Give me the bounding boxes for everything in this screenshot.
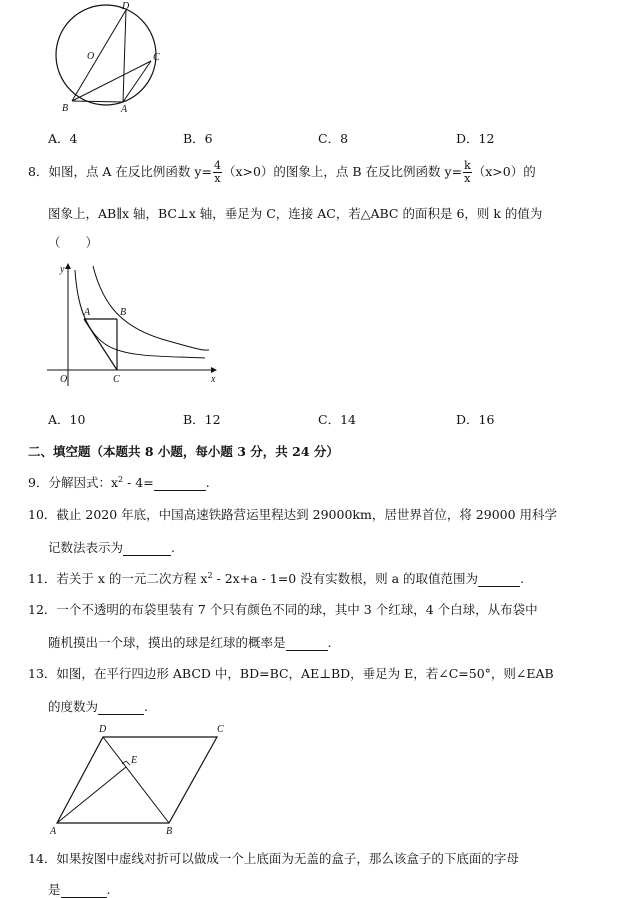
q8-label-y: y: [60, 264, 65, 275]
q10-line1: 10．截止 2020 年底，中国高速铁路营运里程达到 29000km，居世界首位，将 29000 用科学: [28, 507, 558, 522]
q12-line2: [48, 633, 332, 651]
q8-graph-figure: [45, 258, 225, 388]
q8-fraction-1: [213, 160, 222, 185]
q8-line2: 图象上，AB∥x 轴，BC⊥x 轴，垂足为 C，连接 AC，若△ABC 的面积是 6，则 k 的值为: [48, 206, 543, 221]
q8-line1: [28, 160, 536, 185]
q10-text: 记数法表示为: [48, 540, 124, 555]
q10-answer-blank[interactable]: [123, 540, 171, 556]
q8-curve-k: [93, 266, 209, 350]
q14-answer-blank[interactable]: [61, 882, 107, 898]
q8-text-3: （x>0）的: [472, 164, 536, 179]
q11-text-2: - 2x+a - 1=0 没有实数根，则 a 的取值范围为: [212, 571, 479, 586]
q8-label-b: B: [120, 307, 127, 318]
q7-circle-figure: [40, 0, 170, 115]
q14-line1: 14．如果按图中虚线对折可以做成一个上底面为无盖的盒子，那么该盒子的下底面的字母: [28, 851, 519, 866]
q11-sup: 2: [207, 570, 213, 580]
q8-text-2: （x>0）的图象上，点 B 在反比例函数 y=: [222, 164, 463, 179]
q13-parallelogram-figure: [45, 720, 245, 840]
q8-option-d: D．16: [456, 412, 495, 427]
q7-label-c: C: [153, 52, 160, 63]
q13-label-c: C: [217, 724, 224, 735]
q11-line: [28, 569, 524, 587]
q7-option-a: A．4: [48, 131, 78, 146]
q13-line1: 13．如图，在平行四边形 ABCD 中，BD=BC，AE⊥BD，垂足为 E，若∠C=50°，则∠EAB: [28, 666, 554, 681]
q14-end: .: [106, 882, 111, 897]
q7-option-d: D．12: [456, 131, 495, 146]
q12-answer-blank[interactable]: [286, 635, 328, 651]
q11-text-1: 11．若关于 x 的一元二次方程 x: [28, 571, 208, 586]
q8-frac1-den: x: [214, 172, 221, 185]
q7-option-c: C．8: [318, 131, 349, 146]
q8-curve-4: [75, 270, 205, 358]
q8-option-b: B．12: [183, 412, 221, 427]
q8-label-a: A: [84, 307, 91, 318]
q9-text-1: 9．分解因式：x: [28, 475, 119, 490]
q9-line: [28, 473, 210, 491]
q14-text: 是: [48, 882, 61, 897]
q8-option-c: C．14: [318, 412, 356, 427]
q8-text-1: 如图，点 A 在反比例函数 y=: [48, 164, 212, 179]
q10-end: .: [171, 540, 175, 555]
q8-frac1-num: 4: [213, 159, 221, 172]
q12-line1: 12．一个不透明的布袋里装有 7 个只有颜色不同的球，其中 3 个红球，4 个白球，从布袋中: [28, 602, 538, 617]
q12-end: .: [327, 635, 332, 650]
q12-text: 随机摸出一个球，摸出的球是红球的概率是: [48, 635, 286, 650]
q13-end: .: [144, 699, 148, 714]
q13-label-a: A: [50, 826, 57, 837]
section2-title: 二、填空题（本题共 8 小题，每小题 3 分，共 24 分）: [28, 444, 339, 459]
q7-label-o: O: [87, 51, 95, 62]
q8-number: 8．: [28, 164, 49, 179]
q8-label-o: O: [60, 374, 68, 385]
q8-fraction-2: [463, 160, 472, 185]
q8-frac2-num: k: [464, 159, 471, 172]
q9-text-3: .: [205, 475, 210, 490]
q10-line2: [48, 538, 175, 556]
q13-answer-blank[interactable]: [98, 699, 144, 715]
q11-answer-blank[interactable]: [478, 571, 520, 587]
q7-circle: [56, 5, 156, 105]
q8-option-a: A．10: [48, 412, 86, 427]
q9-text-2: - 4=: [123, 475, 154, 490]
q8-label-x: x: [211, 374, 216, 385]
q13-label-b: B: [166, 826, 173, 837]
q14-line2: [48, 880, 111, 898]
q11-text-3: .: [520, 571, 525, 586]
q8-frac2-den: x: [464, 172, 471, 185]
q13-label-e: E: [131, 755, 138, 766]
q7-label-b: B: [62, 103, 69, 114]
q8-paren: （ ）: [48, 235, 99, 250]
q9-answer-blank[interactable]: [154, 475, 206, 491]
q9-sup: 2: [118, 474, 124, 484]
q7-option-b: B．6: [183, 131, 213, 146]
q13-text: 的度数为: [48, 699, 99, 714]
q7-label-a: A: [121, 104, 128, 115]
q7-label-d: D: [122, 1, 130, 12]
q13-line2: [48, 697, 148, 715]
q13-label-d: D: [99, 724, 107, 735]
q8-label-c: C: [113, 374, 120, 385]
